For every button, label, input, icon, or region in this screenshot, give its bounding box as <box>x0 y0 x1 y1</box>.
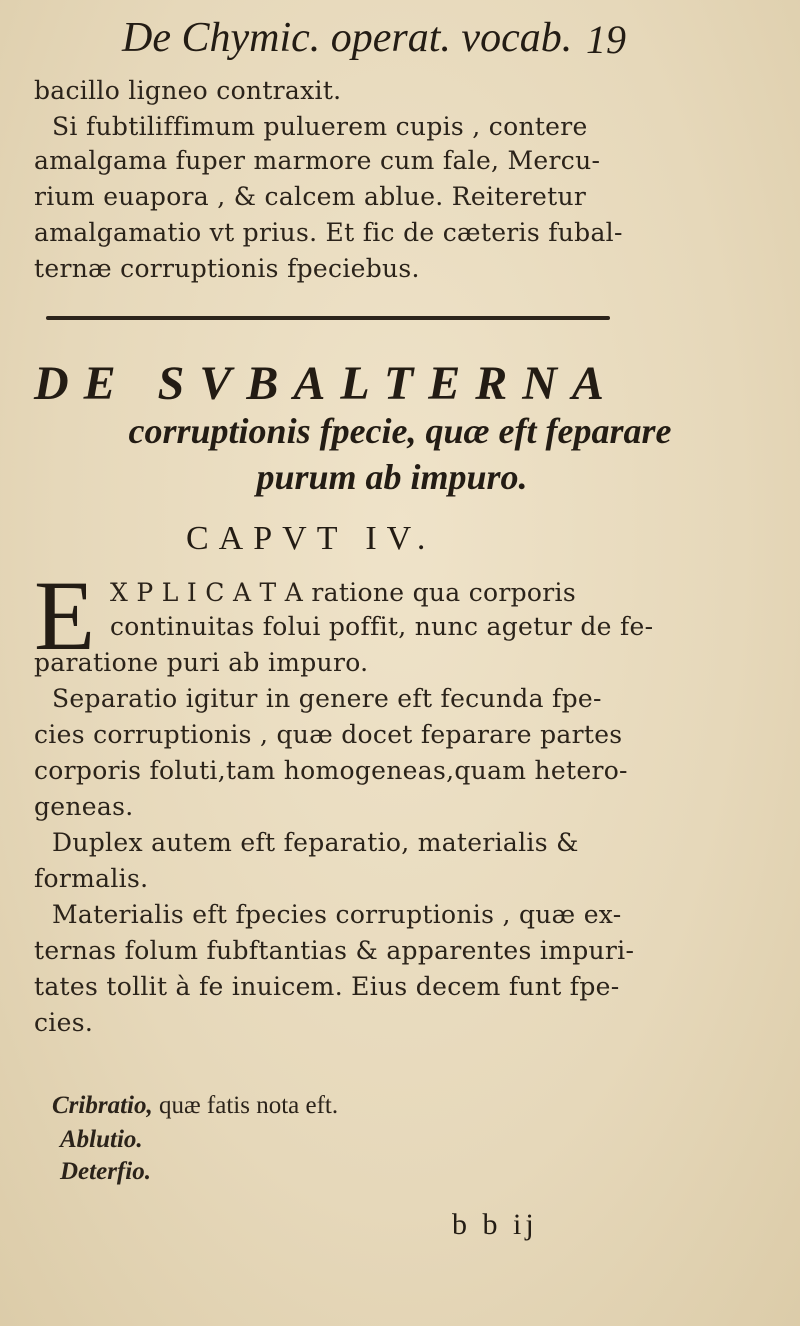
text-line: amalgamatio vt prius. Et fic de cæteris fubal- <box>34 218 623 247</box>
section-heading: DE SVBALTERNA <box>34 357 619 410</box>
text-line: corporis foluti,tam homogeneas,quam hetero- <box>34 756 628 785</box>
text-line: cies corruptionis , quæ docet feparare partes <box>34 720 623 749</box>
text-line: Si fubtiliffimum puluerem cupis , contere <box>52 112 588 141</box>
text-line: ternas folum fubftantias & apparentes impuri- <box>34 936 635 965</box>
text-line: continuitas folui poffit, nunc agetur de fe- <box>110 612 654 641</box>
drop-initial: E <box>34 560 96 671</box>
text-line: amalgama fuper marmore cum fale, Mercu- <box>34 146 601 175</box>
text-line: tates tollit à fe inuicem. Eius decem funt fpe- <box>34 972 620 1001</box>
text-line: Materialis eft fpecies corruptionis , quæ ex- <box>52 900 622 929</box>
running-title: De Chymic. operat. vocab. <box>122 15 573 61</box>
chapter-label: CAPVT IV. <box>186 520 436 557</box>
text-line: geneas. <box>34 792 134 821</box>
text-line: rium euapora , & calcem ablue. Reiteretur <box>34 182 587 211</box>
page-number: 19 <box>586 17 626 62</box>
list-description: quæ fatis nota eft. <box>152 1092 339 1119</box>
section-subtitle: corruptionis fpecie, quæ eft feparare <box>128 411 672 451</box>
list-item: Deterfio. <box>60 1158 151 1185</box>
text-line: Separatio igitur in genere eft fecunda fpe- <box>52 684 602 713</box>
text-line: Duplex autem eft feparatio, materialis & <box>52 828 579 857</box>
text-line: paratione puri ab impuro. <box>34 648 369 677</box>
list-item <box>52 1092 338 1120</box>
section-rule <box>46 316 610 320</box>
text-line: ternæ corruptionis fpeciebus. <box>34 254 420 283</box>
list-item: Ablutio. <box>60 1126 143 1153</box>
list-term: Cribratio, <box>52 1092 153 1119</box>
text-line: formalis. <box>34 864 149 893</box>
text-line: cies. <box>34 1008 94 1037</box>
text-line: X P L I C A T A ratione qua corporis <box>110 578 576 607</box>
signature-mark: b b ij <box>452 1208 538 1241</box>
section-subtitle: purum ab impuro. <box>256 457 528 497</box>
text-line: bacillo ligneo contraxit. <box>34 76 342 105</box>
